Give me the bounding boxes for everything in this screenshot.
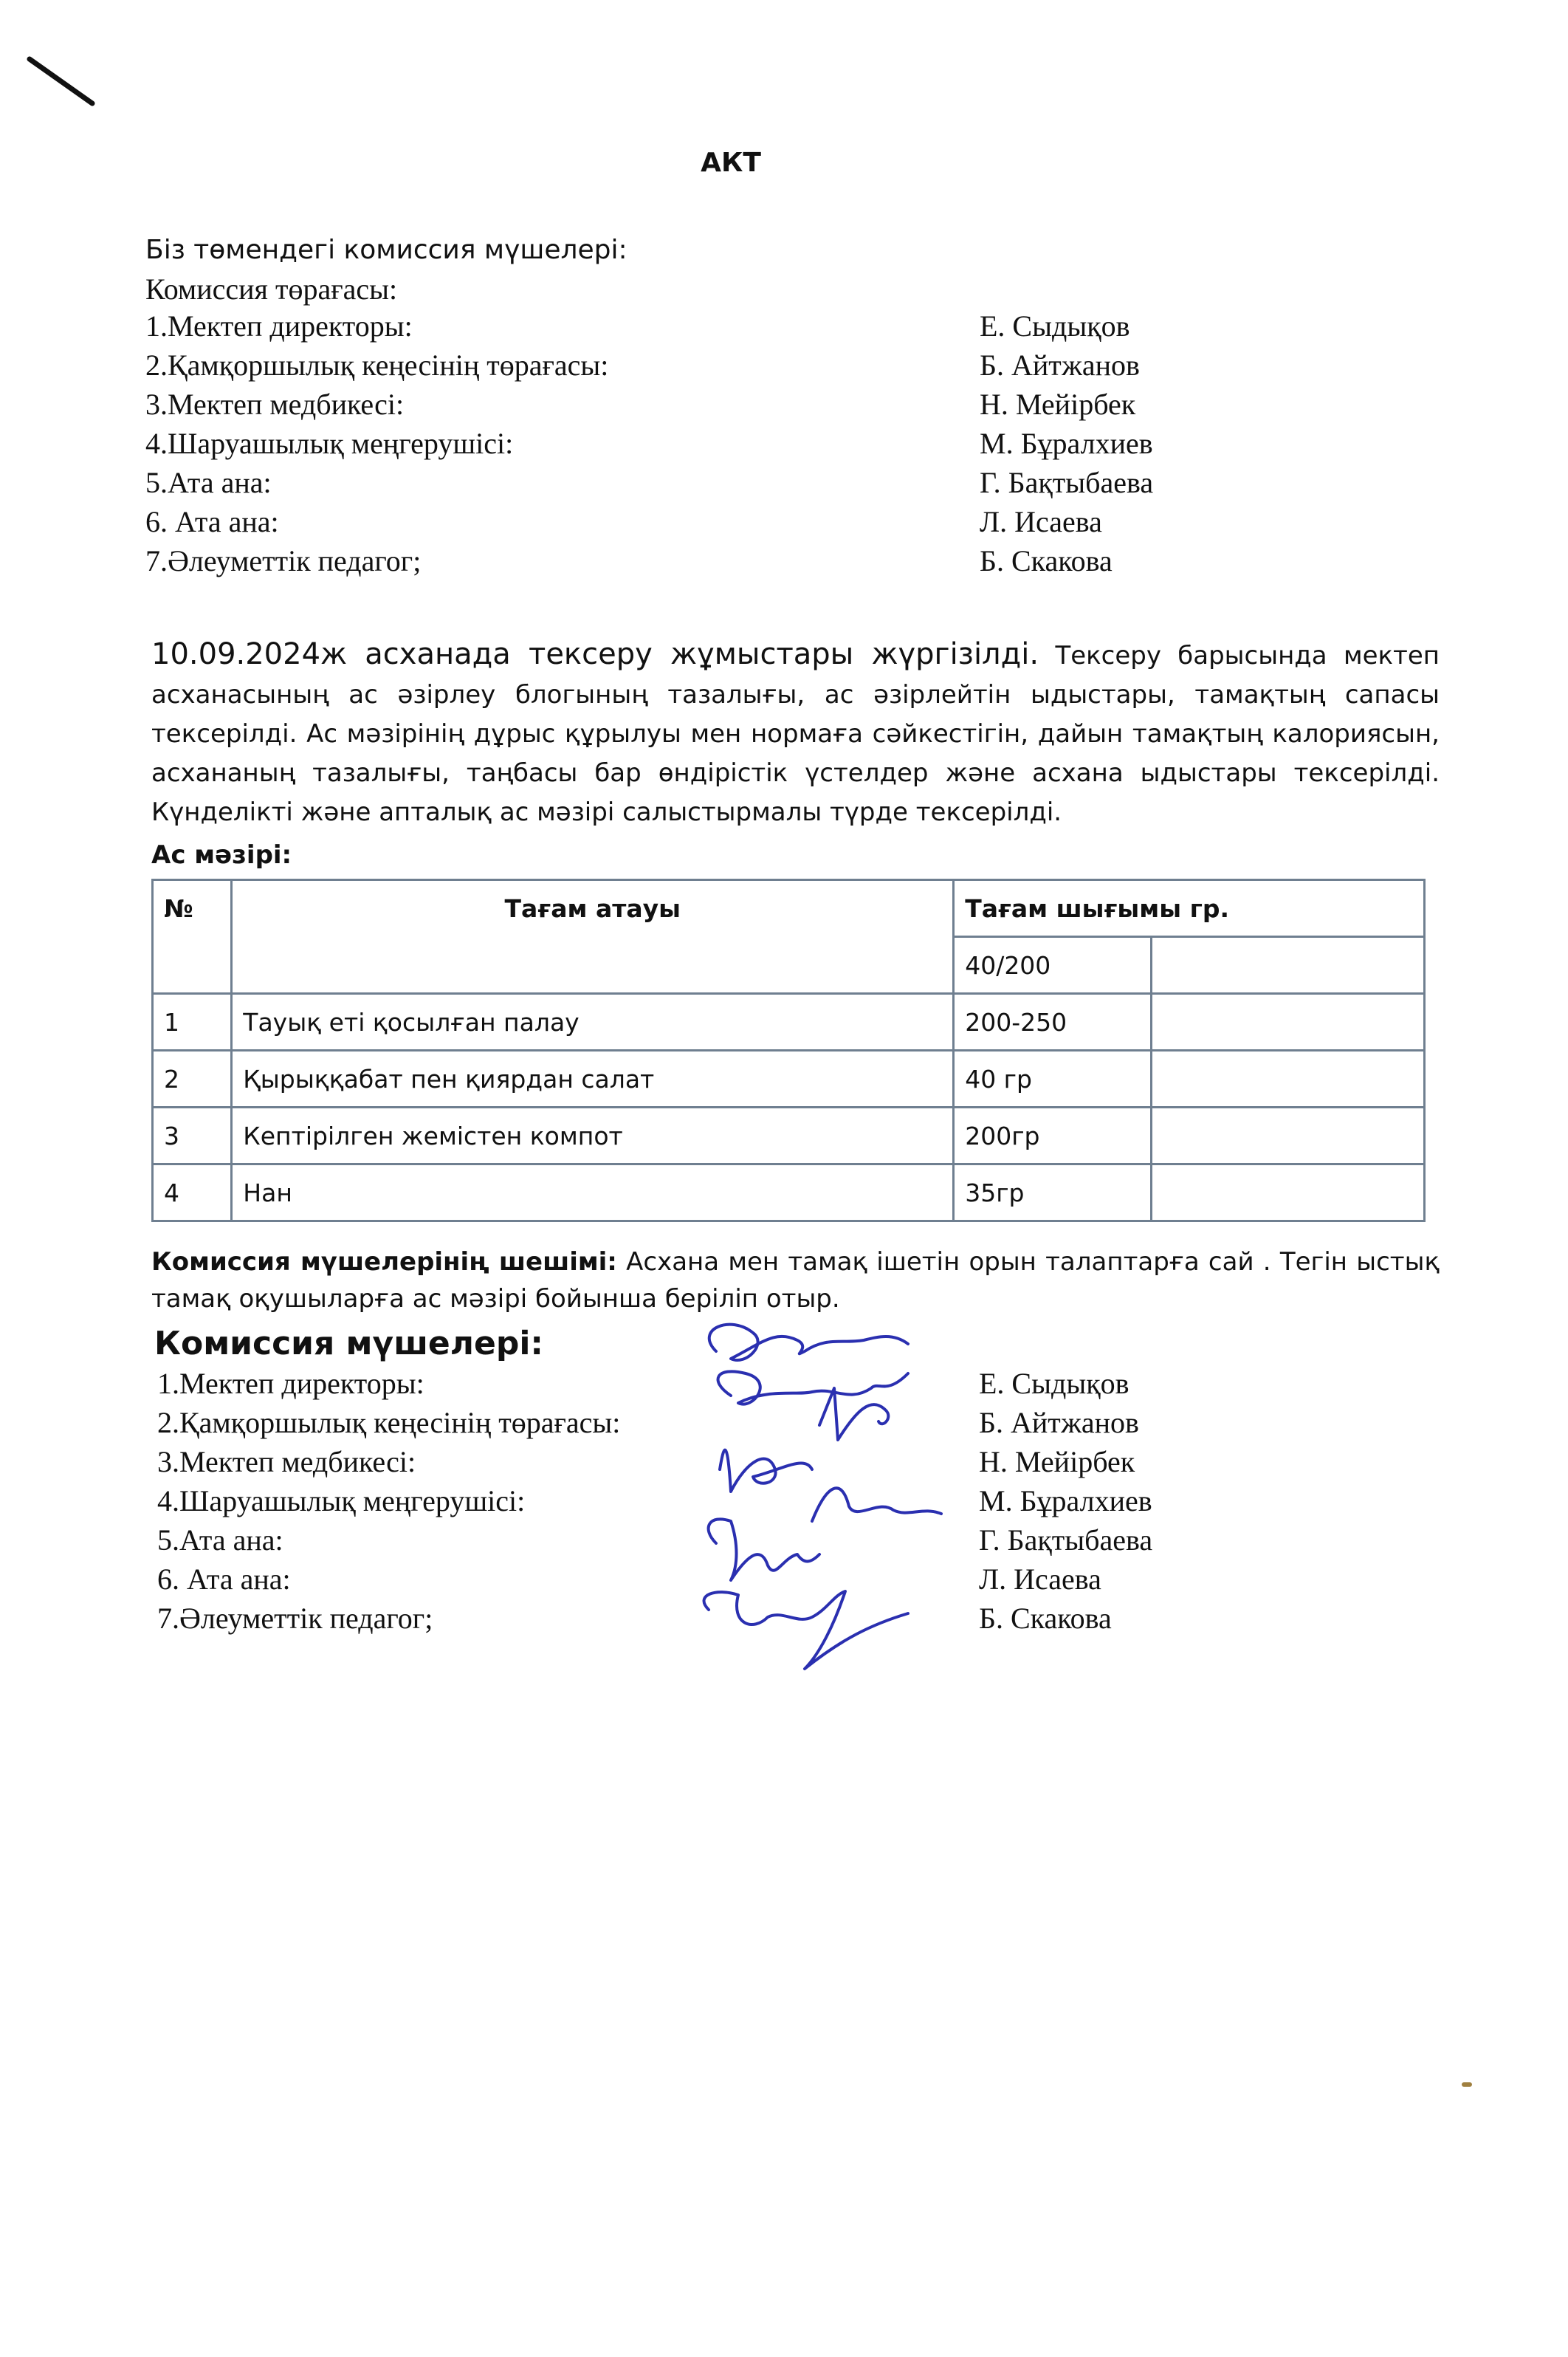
- signature-director: [709, 1325, 908, 1360]
- table-row: [153, 1108, 1425, 1164]
- member-row: [145, 504, 1400, 543]
- menu-label: Ас мәзірі:: [151, 840, 292, 870]
- member-name: Л. Исаева: [979, 1562, 1101, 1596]
- col-subheader-portion: 40/200: [954, 937, 1152, 994]
- member-role: 3.Мектеп медбикесі:: [145, 388, 405, 421]
- table-row: [153, 1051, 1425, 1108]
- member-role: 5.Ата ана:: [145, 466, 272, 499]
- member-role: 7.Әлеуметтік педагог;: [145, 544, 422, 577]
- document-title: АКТ: [701, 148, 761, 178]
- member-role: 4.Шаруашылық меңгерушісі:: [145, 427, 514, 460]
- member-name: Н. Мейірбек: [980, 388, 1136, 421]
- member-name: Б. Айтжанов: [979, 1406, 1139, 1439]
- cell-output: 40 гр: [954, 1051, 1152, 1108]
- cell-empty: [1152, 1108, 1425, 1164]
- table-row: [153, 1164, 1425, 1221]
- cell-output: 200-250: [954, 994, 1152, 1051]
- member-role: 2.Қамқоршылық кеңесінің төрағасы:: [157, 1406, 621, 1439]
- member-role: 2.Қамқоршылық кеңесінің төрағасы:: [145, 349, 609, 382]
- cell-dish-name: Нан: [232, 1164, 954, 1221]
- member-row: [145, 387, 1400, 426]
- inspection-date-lead: 10.09.2024ж асханада тексеру жұмыстары жүргізілді.: [151, 637, 1039, 671]
- member-name: Е. Сыдықов: [979, 1367, 1129, 1400]
- cell-number: 4: [153, 1164, 232, 1221]
- col-header-number: №: [153, 880, 232, 994]
- cell-empty: [1152, 994, 1425, 1051]
- member-role: 7.Әлеуметтік педагог;: [157, 1602, 433, 1635]
- decision-text: Асхана мен тамақ ішетін орын талаптарға сай . Тегін ыстық тамақ оқушыларға ас мәзірі бойынша беріліп отыр.: [151, 1247, 1440, 1314]
- member-role: 6. Ата ана:: [145, 505, 279, 538]
- signatures-graphic: [687, 1300, 952, 1684]
- cell-empty: [1152, 1051, 1425, 1108]
- col-subheader-empty: [1152, 937, 1425, 994]
- member-name: Б. Айтжанов: [980, 349, 1140, 382]
- member-role: 5.Ата ана:: [157, 1523, 283, 1557]
- signature-parent-2: [709, 1519, 819, 1580]
- member-name: М. Бұралхиев: [980, 427, 1153, 460]
- member-name: Б. Скакова: [980, 544, 1113, 577]
- col-header-output: Тағам шығымы гр.: [954, 880, 1425, 937]
- table-row: [153, 994, 1425, 1051]
- member-name: М. Бұралхиев: [979, 1484, 1152, 1517]
- member-row: [145, 543, 1400, 583]
- col-header-dish-name: Тағам атауы: [232, 880, 954, 994]
- inspection-body: Тексеру барысында мектеп асханасының ас әзірлеу блогының тазалығы, ас әзірлейтін ыдыстары, тамақтың сапасы тексерілді. Ас мәзірінің дұрыс құрылуы мен нормаға сәйкестігін, дайын тамақтың калориясын, асхананың тазалығы, таңбасы бар өндірістік үстелдер және асхана ыдыстары тексерілді. Күнделікті және апталық ас мәзірі салыстырмалы түрде тексерілді.: [151, 641, 1440, 827]
- cell-output: 35гр: [954, 1164, 1152, 1221]
- members-heading: Комиссия мүшелері:: [154, 1325, 544, 1362]
- member-name: Е. Сыдықов: [980, 309, 1130, 343]
- cell-output: 200гр: [954, 1108, 1152, 1164]
- member-role: 6. Ата ана:: [157, 1562, 291, 1596]
- menu-header-row: [153, 880, 1425, 937]
- member-name: Н. Мейірбек: [979, 1445, 1135, 1478]
- menu-table: [151, 879, 1426, 1222]
- inspection-paragraph: [151, 635, 1440, 832]
- member-role: 1.Мектеп директоры:: [157, 1367, 424, 1400]
- cell-number: 1: [153, 994, 232, 1051]
- member-role: 4.Шаруашылық меңгерушісі:: [157, 1484, 526, 1517]
- signature-manager: [720, 1450, 812, 1492]
- scan-corner-mark: [15, 30, 103, 111]
- cell-dish-name: Кептірілген жемістен компот: [232, 1108, 954, 1164]
- cell-number: 3: [153, 1108, 232, 1164]
- cell-number: 2: [153, 1051, 232, 1108]
- decision-label: Комиссия мүшелерінің шешімі:: [151, 1247, 617, 1277]
- intro-line: Біз төмендегі комиссия мүшелері:: [145, 235, 627, 265]
- member-row: [145, 348, 1400, 387]
- member-name: Г. Бақтыбаева: [980, 466, 1154, 499]
- signature-social-pedagogue: [704, 1591, 908, 1669]
- signature-nurse: [819, 1388, 888, 1440]
- scan-speck: [1462, 2082, 1472, 2087]
- member-row: [145, 426, 1400, 465]
- cell-empty: [1152, 1164, 1425, 1221]
- signature-board-chair: [718, 1371, 908, 1404]
- cell-dish-name: Тауық еті қосылған палау: [232, 994, 954, 1051]
- member-name: Г. Бақтыбаева: [979, 1523, 1153, 1557]
- chair-label: Комиссия төрағасы:: [145, 272, 398, 306]
- member-role: 1.Мектеп директоры:: [145, 309, 413, 343]
- cell-dish-name: Қырыққабат пен қиярдан салат: [232, 1051, 954, 1108]
- signature-parent-1: [812, 1488, 941, 1521]
- member-name: Б. Скакова: [979, 1602, 1112, 1635]
- member-row: [145, 309, 1400, 348]
- member-row: [145, 465, 1400, 504]
- member-role: 3.Мектеп медбикесі:: [157, 1445, 416, 1478]
- member-name: Л. Исаева: [980, 505, 1102, 538]
- commission-list-top: [145, 309, 1400, 583]
